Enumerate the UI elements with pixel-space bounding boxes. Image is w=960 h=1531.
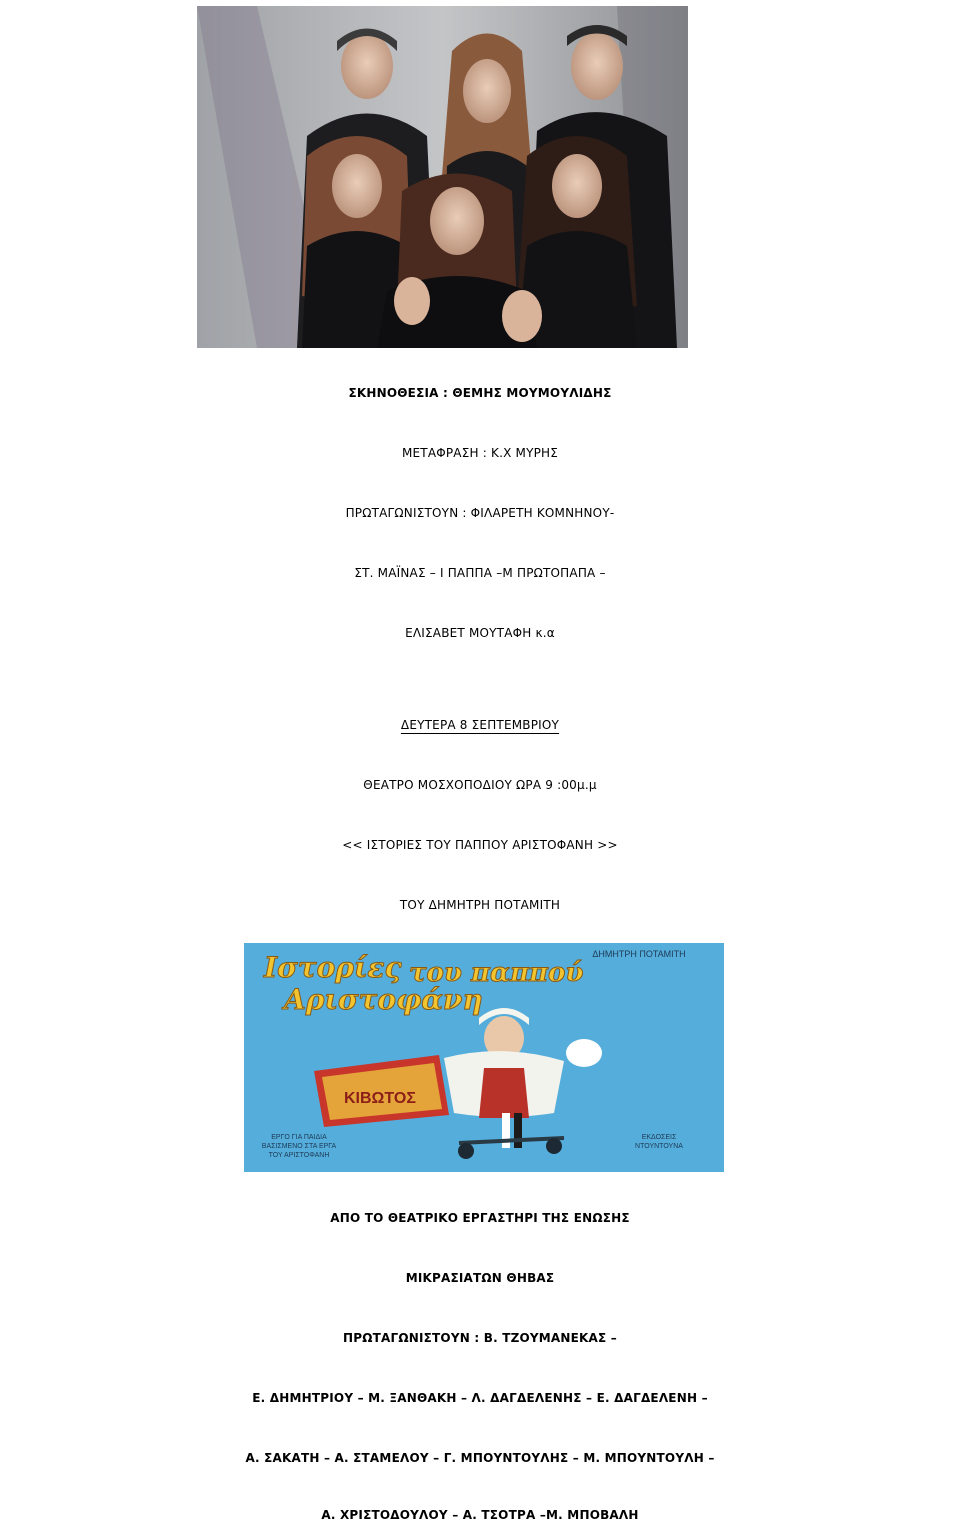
cover-left-small-3: ΤΟΥ ΑΡΙΣΤΟΦΑΝΗ <box>268 1152 330 1159</box>
cast-line-3: ΕΛΙΣΑΒΕΤ ΜΟΥΤΑΦΗ κ.α <box>405 626 555 640</box>
cover-right-small-1: ΕΚΔΟΣΕΙΣ <box>641 1134 677 1141</box>
cover-title-3: Αριστοφάνη <box>284 983 483 1016</box>
group-line-1: ΑΠΟ ΤΟ ΘΕΑΤΡΙΚΟ ΕΡΓΑΣΤΗΡΙ ΤΗΣ ΕΝΩΣΗΣ <box>330 1211 630 1225</box>
cover-right-small-2: ΝΤΟΥΝΤΟΥΝΑ <box>635 1143 683 1150</box>
cast-photo <box>197 6 688 348</box>
cast2-line-2: Ε. ΔΗΜΗΤΡΙΟΥ – Μ. ΞΑΝΘΑΚΗ – Λ. ΔΑΓΔΕΛΕΝΗΣ – Ε. ΔΑΓΔΕΛΕΝΗ – <box>252 1391 708 1405</box>
cast2-line-4: Α. ΧΡΙΣΤΟΔΟΥΛΟΥ – Α. ΤΣΟΤΡΑ –Μ. ΜΠΟΒΑΛΗ <box>321 1508 639 1522</box>
book-cover-image <box>244 943 724 1172</box>
performance-date: ΔΕΥΤΕΡΑ 8 ΣΕΠΤΕΜΒΡΙΟΥ <box>400 718 560 732</box>
venue-and-time: ΘΕΑΤΡΟ ΜΟΣΧΟΠΟΔΙΟΥ ΩΡΑ 9 :00μ.μ <box>363 778 597 792</box>
cover-author: ΔΗΜΗΤΡΗ ΠΟΤΑΜΙΤΗ <box>592 949 686 959</box>
cover-carpet-text: ΚΙΒΩΤΟΣ <box>344 1090 416 1107</box>
cast-line-2: ΣΤ. ΜΑΪΝΑΣ – Ι ΠΑΠΠΑ –Μ ΠΡΩΤΟΠΑΠΑ – <box>354 566 606 580</box>
cover-title-2: του παππού <box>409 958 584 988</box>
cover-left-small-2: ΒΑΣΙΣΜΕΝΟ ΣΤΑ ΕΡΓΑ <box>261 1143 337 1150</box>
group-line-2: ΜΙΚΡΑΣΙΑΤΩΝ ΘΗΒΑΣ <box>405 1271 555 1285</box>
translation-credit: ΜΕΤΑΦΡΑΣΗ : Κ.Χ ΜΥΡΗΣ <box>401 446 559 460</box>
cast2-line-3: Α. ΣΑΚΑΤΗ – Α. ΣΤΑΜΕΛΟΥ – Γ. ΜΠΟΥΝΤΟΥΛΗΣ – Μ. ΜΠΟΥΝΤΟΥΛΗ – <box>245 1451 715 1465</box>
cast2-line-1: ΠΡΩΤΑΓΩΝΙΣΤΟΥΝ : Β. ΤΖΟΥΜΑΝΕΚΑΣ – <box>342 1331 618 1345</box>
play-title: << ΙΣΤΟΡΙΕΣ ΤΟΥ ΠΑΠΠΟΥ ΑΡΙΣΤΟΦΑΝΗ >> <box>342 838 618 852</box>
cover-title-1: Ιστορίες <box>264 951 402 984</box>
cover-left-small-1: ΕΡΓΟ ΓΙΑ ΠΑΙΔΙΑ <box>271 1134 327 1141</box>
play-author: ΤΟΥ ΔΗΜΗΤΡΗ ΠΟΤΑΜΙΤΗ <box>399 898 561 912</box>
direction-credit: ΣΚΗΝΟΘΕΣΙΑ : ΘΕΜΗΣ ΜΟΥΜΟΥΛΙΔΗΣ <box>348 386 612 400</box>
cast-line-1: ΠΡΩΤΑΓΩΝΙΣΤΟΥΝ : ΦΙΛΑΡΕΤΗ ΚΟΜΝΗΝΟΥ- <box>345 506 615 520</box>
